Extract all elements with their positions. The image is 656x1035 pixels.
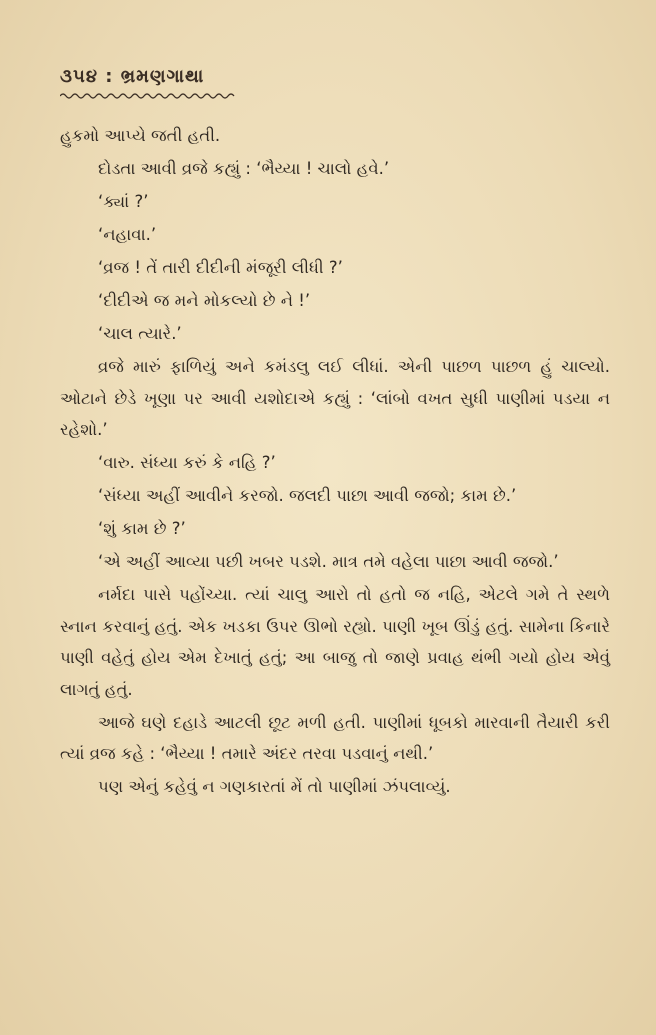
paragraph: આજે ઘણે દહાડે આટલી છૂટ મળી હતી. પાણીમાં ધૂબકો મારવાની તૈયારી કરી ત્યાં વ્રજ કહે : ‘ભૈય્યા ! તમારે અંદર તરવા પડવાનું નથી.’ bbox=[60, 712, 610, 763]
paragraph: ‘વ્રજ ! તેં તારી દીદીની મંજૂરી લીધી ?’ bbox=[98, 258, 343, 277]
paragraph: ‘સંધ્યા અહીં આવીને કરજો. જલદી પાછા આવી જજો; કામ છે.’ bbox=[98, 486, 517, 505]
paragraph: ‘વારુ. સંધ્યા કરું કે નહિ ?’ bbox=[98, 453, 276, 472]
body-text bbox=[60, 120, 610, 804]
paragraph: ‘ચાલ ત્યારે.’ bbox=[98, 324, 182, 343]
paragraph: ‘દીદીએ જ મને મોકલ્યો છે ને !’ bbox=[98, 291, 311, 310]
paragraph: ‘એ અહીં આવ્યા પછી ખબર પડશે. માત્ર તમે વહેલા પાછા આવી જજો.’ bbox=[98, 552, 559, 571]
paragraph: નર્મદા પાસે પહોંચ્યા. ત્યાં ચાલુ આરો તો હતો જ નહિ, એટલે ગમે તે સ્થળે સ્નાન કરવાનું હતું. એક ખડકા ઉપર ઊભો રહ્યો. પાણી ખૂબ ઊંડું હતું. સામેના કિનારે પાણી વહેતું હોય એમ દેખાતું હતું; આ બાજુ તો જાણે પ્રવાહ થંભી ગયો હોય એવું લાગતું હતું. bbox=[60, 585, 610, 699]
paragraph: વ્રજે મારું ફાળિયું અને કમંડલુ લઈ લીધાં. એની પાછળ પાછળ હું ચાલ્યો. ઓટાને છેડે ખૂણા પર આવી યશોદાએ કહ્યું : ‘લાંબો વખત સુધી પાણીમાં પડયા ન રહેશો.’ bbox=[60, 357, 610, 439]
decorative-wavy-rule bbox=[60, 92, 238, 100]
paragraph: ‘નહાવા.’ bbox=[98, 225, 157, 244]
paragraph: હુકમો આપ્યે જતી હતી. bbox=[60, 126, 221, 145]
running-header: ૩૫૪ : ભ્રમણગાથા bbox=[60, 66, 205, 87]
paragraph: દોડતા આવી વ્રજે કહ્યું : ‘ભૈય્યા ! ચાલો હવે.’ bbox=[98, 159, 390, 178]
paragraph: ‘શું કામ છે ?’ bbox=[98, 519, 186, 538]
paragraph: ‘ક્યાં ?’ bbox=[98, 192, 149, 211]
paragraph: પણ એનું કહેવું ન ગણકારતાં મેં તો પાણીમાં ઝંપલાવ્યું. bbox=[98, 777, 451, 796]
